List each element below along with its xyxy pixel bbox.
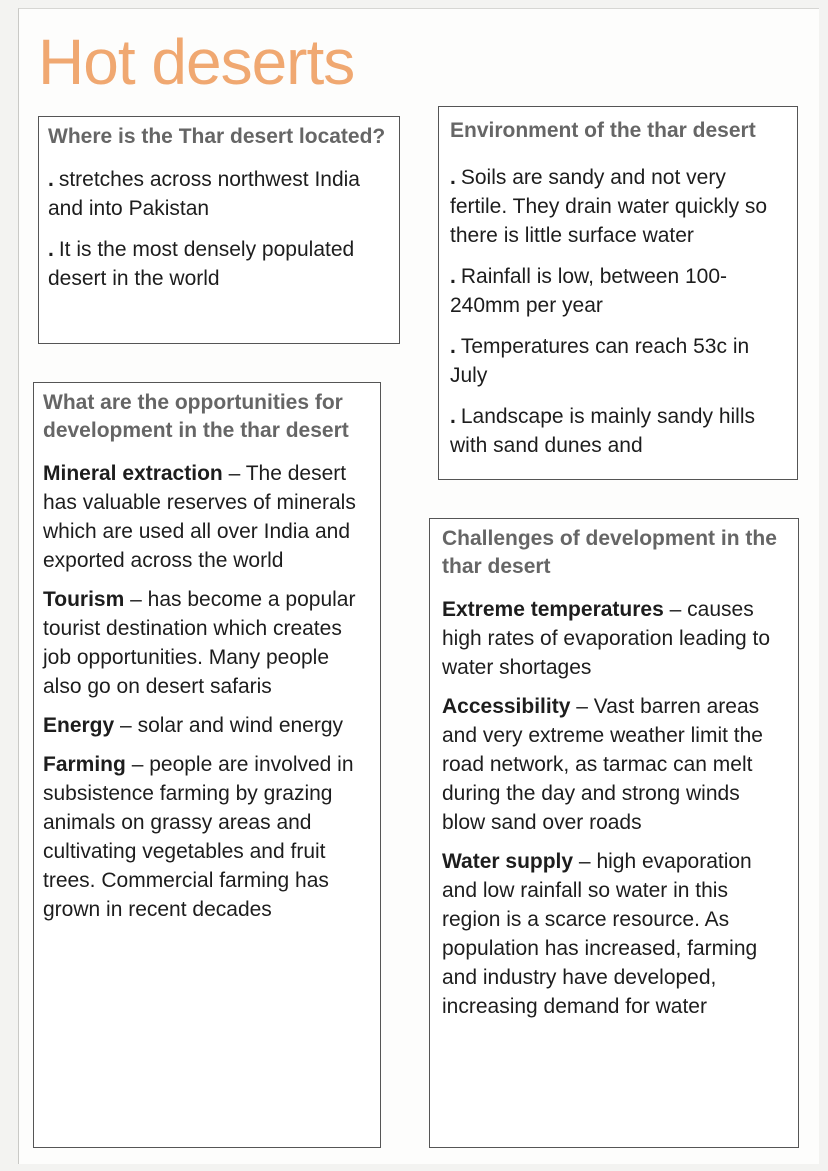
environment-point: . Soils are sandy and not very fertile. They drain water quickly so there is little surface water [450,166,768,247]
challenge-item: Extreme temperatures – causes high rates of evaporation leading to water shortages [442,598,771,679]
environment-point: . Rainfall is low, between 100-240mm per year [450,265,727,317]
challenge-item: Accessibility – Vast barren areas and very extreme weather limit the road network, as tarmac can melt during the day and strong winds blow sand over roads [442,695,763,834]
opportunities-box [33,382,381,1148]
opportunity-item: Energy – solar and wind energy [43,714,344,737]
opportunity-item: Farming – people are involved in subsistence farming by grazing animals on grassy areas and cultivating vegetables and fruit trees. Commercial farming has grown in recent decades [43,753,354,921]
page-title: Hot deserts [38,26,355,98]
opportunities-heading: What are the opportunities for development in the thar desert [43,391,349,442]
challenge-item: Water supply – high evaporation and low rainfall so water in this region is a scarce resource. As population has increased, farming and industry have developed, increasing demand for water [442,850,758,1018]
environment-heading: Environment of the thar desert [450,119,756,142]
opportunity-item: Mineral extraction – The desert has valuable reserves of minerals which are used all over India and exported across the world [43,462,356,572]
opportunity-item: Tourism – has become a popular tourist destination which creates job opportunities. Many people also go on desert safaris [43,588,356,698]
challenges-heading: Challenges of development in the thar desert [442,527,777,578]
challenges-box [429,518,799,1148]
environment-point: . Temperatures can reach 53c in July [450,335,750,387]
location-box [38,116,400,344]
environment-point: . Landscape is mainly sandy hills with sand dunes and [450,405,755,457]
location-point: . stretches across northwest India and into Pakistan [48,168,360,220]
location-point: . It is the most densely populated desert in the world [48,238,355,290]
environment-box [438,106,798,480]
location-heading: Where is the Thar desert located? [48,125,386,148]
